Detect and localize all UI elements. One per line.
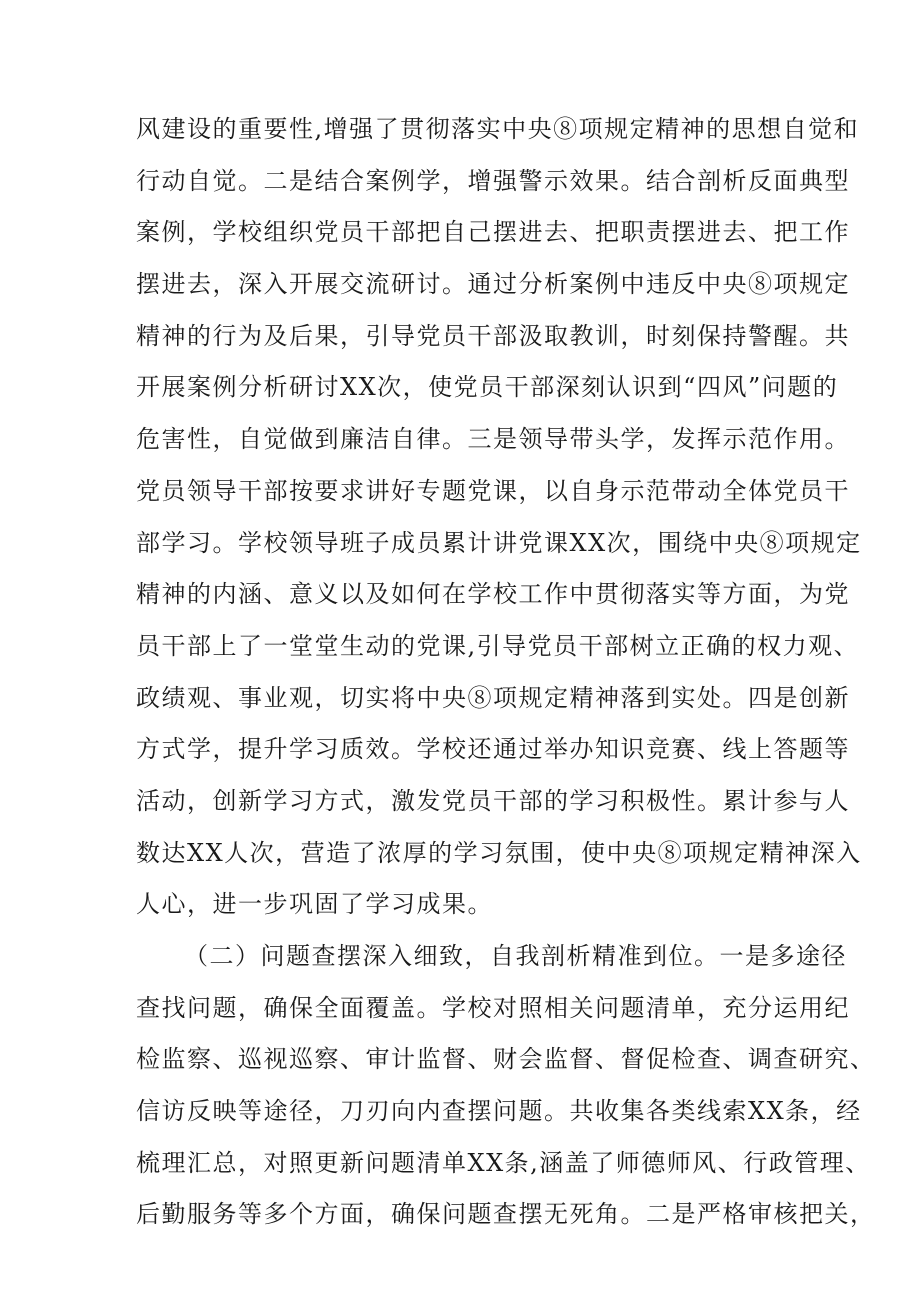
text-line: 危害性，自觉做到廉洁自律。三是领导带头学，发挥示范作用。 [136, 425, 850, 454]
text-line: 案例，学校组织党员干部把自己摆进去、把职责摆进去、把工作 [136, 218, 850, 247]
text-line: 数达XX人次，营造了浓厚的学习氛围，使中央⑧项规定精神深入 [136, 838, 862, 867]
text-line: 精神的行为及后果，引导党员干部汲取教训，时刻保持警醒。共 [136, 321, 850, 350]
text-line: 政绩观、事业观，切实将中央⑧项规定精神落到实处。四是创新 [136, 683, 850, 712]
text-line: 行动自觉。二是结合案例学，增强警示效果。结合剖析反面典型 [136, 166, 850, 195]
body-text [136, 104, 876, 1241]
text-line: 部学习。学校领导班子成员累计讲党课XX次，围绕中央⑧项规定 [136, 528, 862, 557]
text-line: 方式学，提升学习质效。学校还通过举办知识竞赛、线上答题等 [136, 735, 850, 764]
text-line: 党员领导干部按要求讲好专题党课，以自身示范带动全体党员干 [136, 476, 850, 505]
text-line: 风建设的重要性,增强了贯彻落实中央⑧项规定精神的思想自觉和 [136, 115, 860, 143]
text-line: 开展案例分析研讨XX次，使党员干部深刻认识到“四风”问题的 [136, 373, 839, 402]
text-line: 活动，创新学习方式，激发党员干部的学习积极性。累计参与人 [136, 786, 850, 815]
text-line: 员干部上了一堂堂生动的党课,引导党员干部树立正确的权力观、 [136, 631, 860, 660]
text-line: 检监察、巡视巡察、审计监督、财会监督、督促检查、调查研究、 [136, 1045, 876, 1074]
text-line: 信访反映等途径，刀刃向内查摆问题。共收集各类线索XX条，经 [136, 1097, 862, 1126]
text-line: 人心，进一步巩固了学习成果。 [136, 890, 493, 919]
section-heading-line: （二）问题查摆深入细致，自我剖析精准到位。一是多途径 [184, 942, 847, 970]
text-line: 摆进去，深入开展交流研讨。通过分析案例中违反中央⑧项规定 [136, 270, 850, 299]
text-line: 梳理汇总，对照更新问题清单XX条,涵盖了师德师风、行政管理、 [136, 1148, 871, 1177]
text-line: 精神的内涵、意义以及如何在学校工作中贯彻落实等方面，为党 [136, 580, 850, 609]
text-line: 查找问题，确保全面覆盖。学校对照相关问题清单，充分运用纪 [136, 993, 850, 1022]
text-line: 后勤服务等多个方面，确保问题查摆无死角。二是严格审核把关， [136, 1200, 876, 1229]
